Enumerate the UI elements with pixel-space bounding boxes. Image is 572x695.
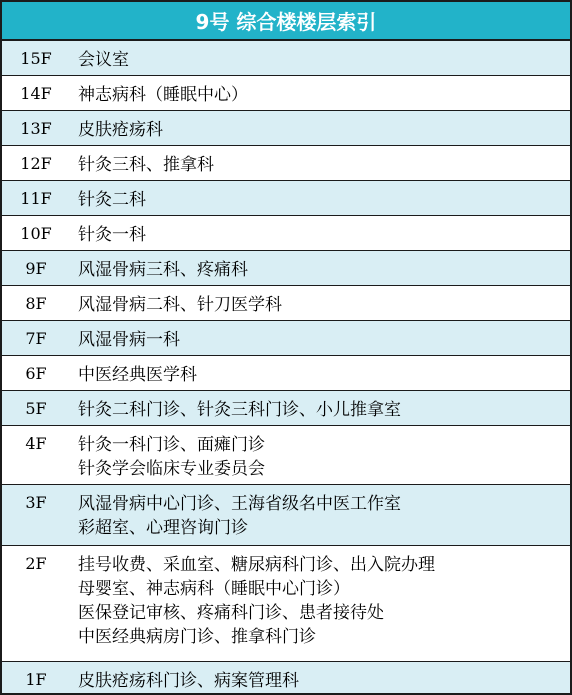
floor-row xyxy=(2,111,570,146)
floor-row xyxy=(2,41,570,76)
department-list xyxy=(70,181,570,215)
floor-number: 9F xyxy=(25,259,47,278)
floor-row xyxy=(2,321,570,356)
floor-row xyxy=(2,76,570,111)
floor-row xyxy=(2,146,570,181)
department-list xyxy=(70,76,570,110)
floor-row xyxy=(2,391,570,426)
floor-row xyxy=(2,181,570,216)
department-line: 针灸二科 xyxy=(78,190,146,210)
floor-number: 5F xyxy=(25,399,47,418)
floor-number: 13F xyxy=(20,119,52,138)
floor-row xyxy=(2,216,570,251)
department-line: 皮肤疮疡科门诊、病案管理科 xyxy=(78,671,299,691)
floor-row xyxy=(2,286,570,321)
department-list xyxy=(70,546,570,661)
department-line: 针灸一科 xyxy=(78,225,146,245)
floor-number: 11F xyxy=(20,189,52,208)
floor-number: 3F xyxy=(25,493,47,512)
department-list xyxy=(70,146,570,180)
department-list xyxy=(70,321,570,355)
floor-number: 1F xyxy=(25,670,47,689)
department-list xyxy=(70,41,570,75)
floor-number: 8F xyxy=(25,294,47,313)
floor-number: 6F xyxy=(25,364,47,383)
department-list xyxy=(70,251,570,285)
department-line: 神志病科（睡眠中心） xyxy=(78,85,248,105)
department-line: 针灸二科门诊、针灸三科门诊、小儿推拿室 xyxy=(78,400,401,420)
floor-row xyxy=(2,546,570,662)
department-list xyxy=(70,391,570,425)
floor-number: 10F xyxy=(20,224,52,243)
floor-row xyxy=(2,251,570,286)
department-list xyxy=(70,111,570,145)
department-line: 母婴室、神志病科（睡眠中心门诊） xyxy=(78,579,350,599)
department-list xyxy=(70,662,570,693)
department-list xyxy=(70,216,570,250)
department-line: 中医经典医学科 xyxy=(78,365,197,385)
floor-number: 15F xyxy=(20,49,52,68)
department-line: 会议室 xyxy=(78,50,129,70)
floor-row xyxy=(2,662,570,693)
department-list xyxy=(70,286,570,320)
department-line: 彩超室、心理咨询门诊 xyxy=(78,518,248,538)
department-line: 风湿骨病一科 xyxy=(78,330,180,350)
department-line: 针灸三科、推拿科 xyxy=(78,155,214,175)
department-line: 风湿骨病二科、针刀医学科 xyxy=(78,295,282,315)
department-line: 针灸学会临床专业委员会 xyxy=(78,459,265,479)
floor-number: 14F xyxy=(20,84,52,103)
department-line: 挂号收费、采血室、糖尿病科门诊、出入院办理 xyxy=(78,555,435,575)
department-line: 风湿骨病三科、疼痛科 xyxy=(78,260,248,280)
floor-row xyxy=(2,356,570,391)
floor-number: 2F xyxy=(25,554,47,573)
department-line: 中医经典病房门诊、推拿科门诊 xyxy=(78,627,316,647)
floor-number: 7F xyxy=(25,329,47,348)
department-list xyxy=(70,426,570,484)
department-line: 针灸一科门诊、面瘫门诊 xyxy=(78,435,265,455)
floor-rows xyxy=(2,41,570,693)
department-line: 风湿骨病中心门诊、王海省级名中医工作室 xyxy=(78,494,401,514)
department-line: 皮肤疮疡科 xyxy=(78,120,163,140)
department-list xyxy=(70,485,570,545)
directory-title: 9号 综合楼楼层索引 xyxy=(2,2,570,41)
department-list xyxy=(70,356,570,390)
floor-row xyxy=(2,426,570,485)
floor-row xyxy=(2,485,570,546)
floor-number: 4F xyxy=(25,434,47,453)
department-line: 医保登记审核、疼痛科门诊、患者接待处 xyxy=(78,603,384,623)
floor-number: 12F xyxy=(20,154,52,173)
